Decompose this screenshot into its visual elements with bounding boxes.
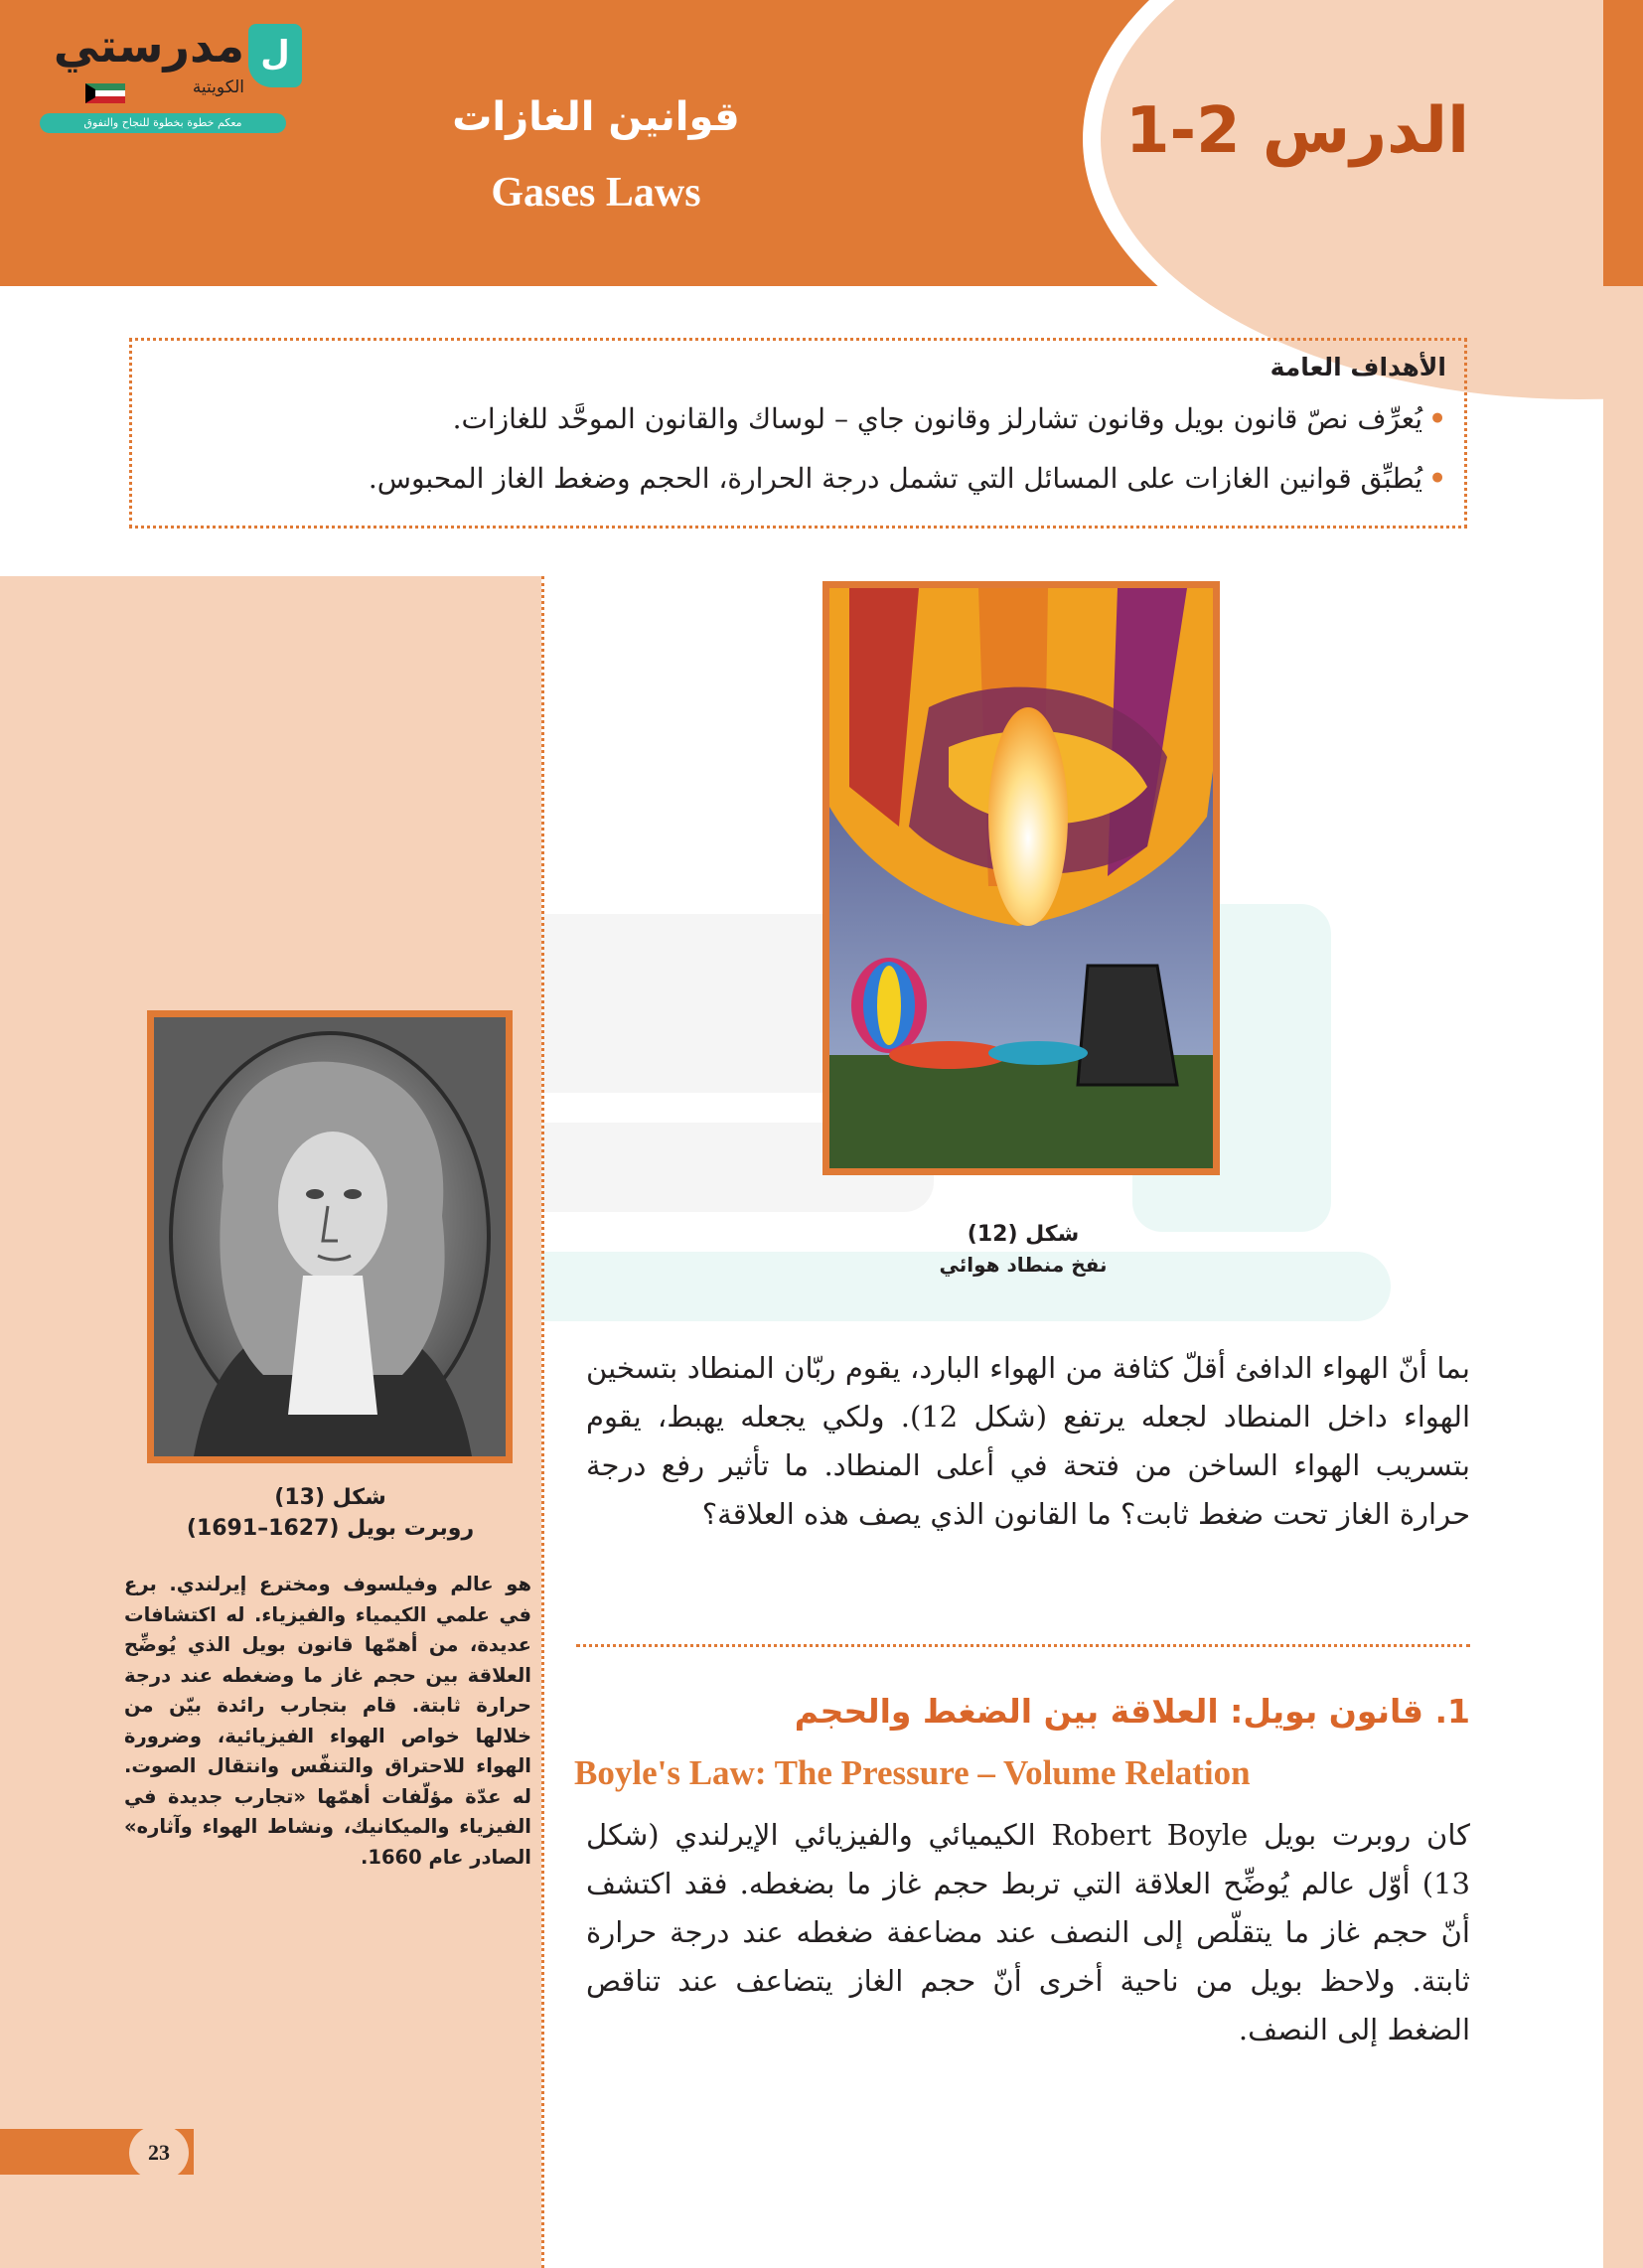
page-title-arabic: قوانين الغازات [452,94,740,140]
figure-13-name: روبرت بويل (1627–1691) [186,1516,475,1541]
logo-subtitle: الكويتية [192,77,244,97]
objective-item: •يُطبِّق قوانين الغازات على المسائل التي تشمل درجة الحرارة، الحجم وضغط الغاز المحبوس. [368,462,1446,495]
boyle-law-paragraph: كان روبرت بويل Robert Boyle الكيميائي والفيزيائي الإيرلندي (شكل 13) أوّل عالم يُوضِّح العلاقة التي تربط حجم غاز ما بضغطه. فقد اكتشف أنّ حجم غاز ما يتقلّص إلى النصف عند مضاعفة ضغطه عند درجة حرارة ثابتة. ولاحظ بويل من ناحية أخرى أنّ حجم الغاز يتضاعف عند تناقص الضغط إلى النصف. [586,1818,1470,2046]
figure-12-label: شكل (12) [967,1222,1080,1247]
boyle-biography: هو عالم وفيلسوف ومخترع إيرلندي. برع في علمي الكيمياء والفيزياء. له اكتشافات عديدة، من أهمّها قانون بويل الذي يُوضِّح العلاقة بين حجم غاز ما وضغطه عند درجة حرارة ثابتة. قام بتجارب رائدة بيّن من خلالها خواص الهواء الفيزيائية، وضرورة الهواء للاحتراق والتنفّس وانتقال الصوت. له عدّة مؤلّفات أهمّها «تجارب جديدة في الفيزياء والميكانيك، ونشاط الهواء وآثاره» الصادر عام 1660. [124,1573,531,1869]
objectives-heading: الأهداف العامة [1270,353,1446,381]
lesson-label: الدرس 2-1 [1125,94,1469,168]
intro-paragraph: بما أنّ الهواء الدافئ أقلّ كثافة من الهواء البارد، يقوم ربّان المنطاد بتسخين الهواء داخل المنطاد لجعله يرتفع (شكل 12). ولكي يجعله يهبط، يقوم بتسريب الهواء الساخن من فتحة في أعلى المنطاد. ما تأثير رفع درجة حرارة الغاز تحت ضغط ثابت؟ ما القانون الذي يصف هذه العلاقة؟ [586,1351,1470,1531]
section-title-arabic: 1. قانون بويل: العلاقة بين الضغط والحجم [794,1692,1470,1731]
figure-13-label: شكل (13) [274,1485,386,1510]
section-title-english: Boyle's Law: The Pressure – Volume Relation [574,1753,1251,1792]
figure-12-title: نفخ منطاد هوائي [939,1253,1108,1277]
sidebar-divider [541,576,544,2268]
objectives-box [129,338,1467,529]
logo-name: مدرستي [53,19,244,73]
right-margin-strip [1603,308,1643,2268]
site-logo [38,18,290,129]
kuwait-flag-icon [85,83,125,103]
figure-13-caption [119,1485,541,1541]
hot-air-balloon-photo [822,581,1220,1175]
bullet-dot-icon: • [1428,402,1446,435]
page-number: 23 [129,2126,189,2180]
logo-slogan: معكم خطوة بخطوة للنجاح والتفوق [40,113,286,133]
page-title-english: Gases Laws [491,170,701,216]
figure-12-caption [844,1222,1202,1277]
section-divider [576,1644,1470,1647]
header-right-strip [1603,0,1643,286]
logo-icon: ل [248,24,302,87]
objective-item: •يُعرِّف نصّ قانون بويل وقانون تشارلز وقانون جاي – لوساك والقانون الموحَّد للغازات. [452,402,1446,435]
robert-boyle-portrait [147,1010,513,1463]
bullet-dot-icon: • [1428,462,1446,495]
